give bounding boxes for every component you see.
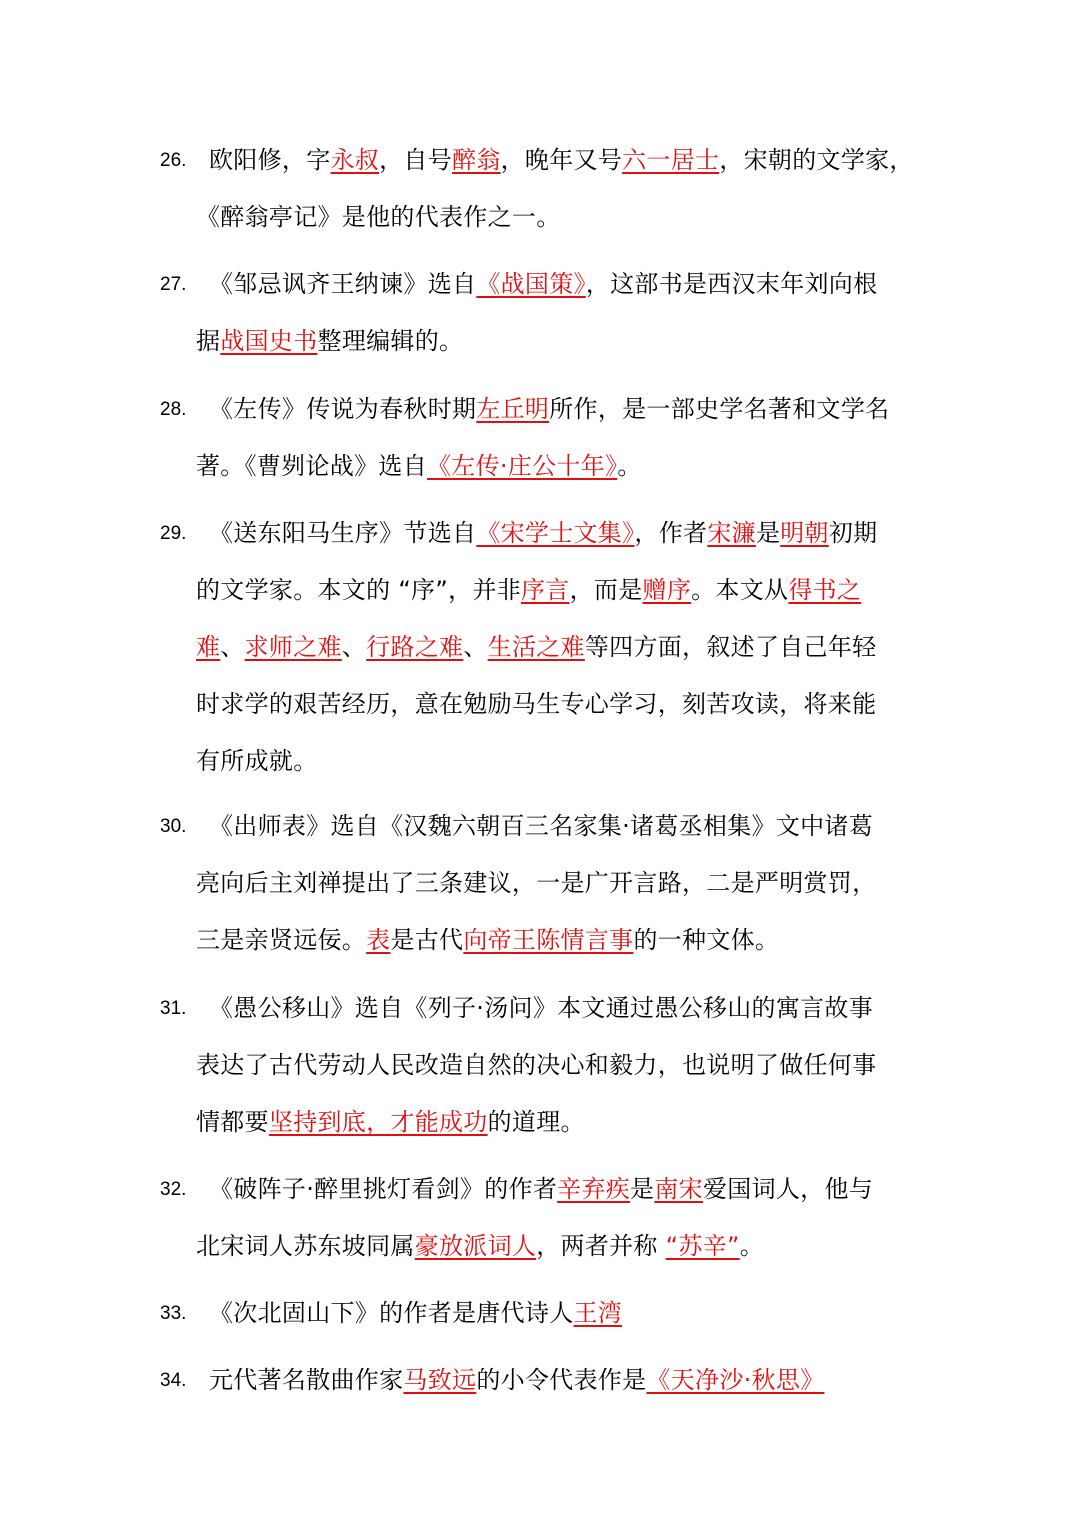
item-text: [196, 798, 920, 969]
text-segment: ，晚年又号: [500, 146, 623, 174]
text-segment: 亮向后主刘禅提出了三条建议，一是广开言路，二是严明赏罚，: [196, 869, 877, 897]
text-segment: ，这部书是西汉末年刘向根: [585, 270, 878, 298]
text-line: [196, 619, 920, 676]
text-segment: 《破阵子·醉里挑灯看剑》的作者: [209, 1175, 558, 1203]
list-item: [160, 256, 930, 370]
item-number: 27.: [160, 274, 187, 295]
list-item: [160, 1285, 930, 1342]
text-line: [209, 381, 920, 438]
text-segment: 所作，是一部史学名著和文学名: [549, 395, 890, 423]
text-segment: 是: [755, 519, 781, 547]
text-segment: ，宋朝的文学家，: [719, 146, 914, 174]
answer-blank: 左丘明: [476, 395, 550, 423]
answer-blank: 《左传·庄公十年》: [427, 452, 618, 480]
text-segment: 的一种文体。: [633, 926, 780, 954]
text-line: [209, 1161, 920, 1218]
text-line: [196, 1037, 920, 1094]
text-line: [196, 912, 920, 969]
text-segment: 《送东阳马生序》节选自: [209, 519, 477, 547]
text-segment: 据: [196, 327, 221, 355]
list-item: [160, 1161, 930, 1275]
text-segment: 、: [341, 633, 367, 661]
answer-blank: 永叔: [330, 146, 380, 174]
list-item: [160, 505, 930, 790]
text-segment: 。: [617, 452, 642, 480]
item-text: [196, 256, 920, 370]
item-text: [196, 505, 920, 790]
text-line: [209, 980, 920, 1037]
item-number: 32.: [160, 1179, 187, 1200]
text-segment: 表达了古代劳动人民改造自然的决心和毅力，也说明了做任何事: [196, 1051, 877, 1079]
item-text: [196, 381, 920, 495]
answer-blank: 坚持到底，才能成功: [268, 1108, 488, 1136]
text-line: [209, 1285, 920, 1342]
item-number: 34.: [160, 1370, 187, 1391]
text-line: [196, 438, 920, 495]
text-segment: ，自号: [379, 146, 453, 174]
text-segment: 《醉翁亭记》是他的代表作之一。: [196, 203, 561, 231]
answer-blank: 《战国策》: [476, 270, 586, 298]
text-line: [196, 189, 920, 246]
text-segment: 元代著名散曲作家: [209, 1366, 404, 1394]
item-text: [196, 1161, 920, 1275]
text-line: [196, 562, 920, 619]
answer-blank: 得书之: [788, 576, 862, 604]
answer-blank: 王湾: [573, 1299, 623, 1327]
text-segment: 《出师表》选自《汉魏六朝百三名家集·诸葛丞相集》文中诸葛: [209, 812, 874, 840]
text-line: [209, 798, 920, 855]
text-segment: ，而是: [569, 576, 643, 604]
answer-blank: 马致远: [403, 1366, 477, 1394]
answer-blank: 求师之难: [244, 633, 342, 661]
item-text: [196, 132, 920, 246]
answer-blank: 战国史书: [220, 327, 318, 355]
text-line: [196, 313, 920, 370]
answer-blank: 表: [366, 926, 391, 954]
text-segment: 。: [739, 1232, 765, 1260]
text-line: [209, 132, 920, 189]
text-segment: 《愚公移山》选自《列子·汤问》本文通过愚公移山的寓言故事: [209, 994, 874, 1022]
item-number: 33.: [160, 1303, 187, 1324]
text-segment: 欧阳修，字: [209, 146, 331, 174]
answer-blank: 向帝王陈情言事: [463, 926, 634, 954]
answer-blank: 赠序: [642, 576, 692, 604]
text-segment: 等四方面，叙述了自己年轻: [584, 633, 877, 661]
answer-blank: 生活之难: [487, 633, 585, 661]
text-line: [209, 256, 920, 313]
text-segment: 的文学家。本文的 “序”，并非: [196, 576, 521, 604]
text-segment: 《邹忌讽齐王纳谏》选自: [209, 270, 477, 298]
text-segment: 著。《曹刿论战》选自: [196, 452, 427, 480]
answer-blank: 行路之难: [366, 633, 464, 661]
answer-blank: 醉翁: [452, 146, 501, 174]
text-segment: 初期: [828, 519, 878, 547]
item-text: [196, 1352, 920, 1409]
text-line: [209, 1352, 920, 1409]
text-line: [196, 1218, 920, 1275]
answer-blank: 辛弃疾: [557, 1175, 631, 1203]
answer-blank: 六一居士: [622, 146, 720, 174]
item-number: 29.: [160, 523, 187, 544]
text-segment: 、: [463, 633, 488, 661]
text-segment: 爱国词人，他与: [702, 1175, 874, 1203]
answer-blank: 明朝: [780, 519, 829, 547]
list-item: [160, 1352, 930, 1409]
list-item: [160, 381, 930, 495]
text-segment: 的道理。: [487, 1108, 585, 1136]
answer-blank: 南宋: [654, 1175, 703, 1203]
text-line: [196, 676, 920, 733]
item-text: [196, 1285, 920, 1342]
text-segment: ，两者并称: [536, 1232, 666, 1260]
text-segment: 。本文从: [691, 576, 789, 604]
answer-blank: “苏辛”: [665, 1232, 740, 1260]
text-line: [196, 733, 920, 790]
item-number: 31.: [160, 998, 187, 1019]
answer-blank: 豪放派词人: [414, 1232, 537, 1260]
text-line: [209, 505, 920, 562]
text-line: [196, 855, 920, 912]
text-segment: 三是亲贤远佞。: [196, 926, 367, 954]
text-segment: 整理编辑的。: [317, 327, 464, 355]
item-number: 28.: [160, 399, 187, 420]
answer-blank: 难: [196, 633, 221, 661]
text-segment: 情都要: [196, 1108, 269, 1136]
list-item: [160, 132, 930, 246]
answer-blank: 宋濂: [707, 519, 756, 547]
text-segment: 有所成就。: [196, 747, 318, 775]
item-number: 26.: [160, 150, 187, 171]
list-item: [160, 980, 930, 1151]
text-segment: 、: [220, 633, 245, 661]
text-segment: 是古代: [390, 926, 464, 954]
answer-blank: 《宋学士文集》: [476, 519, 635, 547]
item-number: 30.: [160, 816, 187, 837]
text-line: [196, 1094, 920, 1151]
text-segment: 北宋词人苏东坡同属: [196, 1232, 415, 1260]
list-item: [160, 798, 930, 969]
text-segment: 时求学的艰苦经历，意在勉励马生专心学习，刻苦攻读，将来能: [196, 690, 877, 718]
text-segment: 《次北固山下》的作者是唐代诗人: [209, 1299, 574, 1327]
text-segment: 《左传》传说为春秋时期: [209, 395, 477, 423]
answer-blank: 序言: [521, 576, 570, 604]
answer-blank: 《天净沙·秋思》: [646, 1366, 825, 1394]
text-segment: ，作者: [634, 519, 708, 547]
text-segment: 的小令代表作是: [476, 1366, 647, 1394]
text-segment: 是: [630, 1175, 655, 1203]
item-text: [196, 980, 920, 1151]
